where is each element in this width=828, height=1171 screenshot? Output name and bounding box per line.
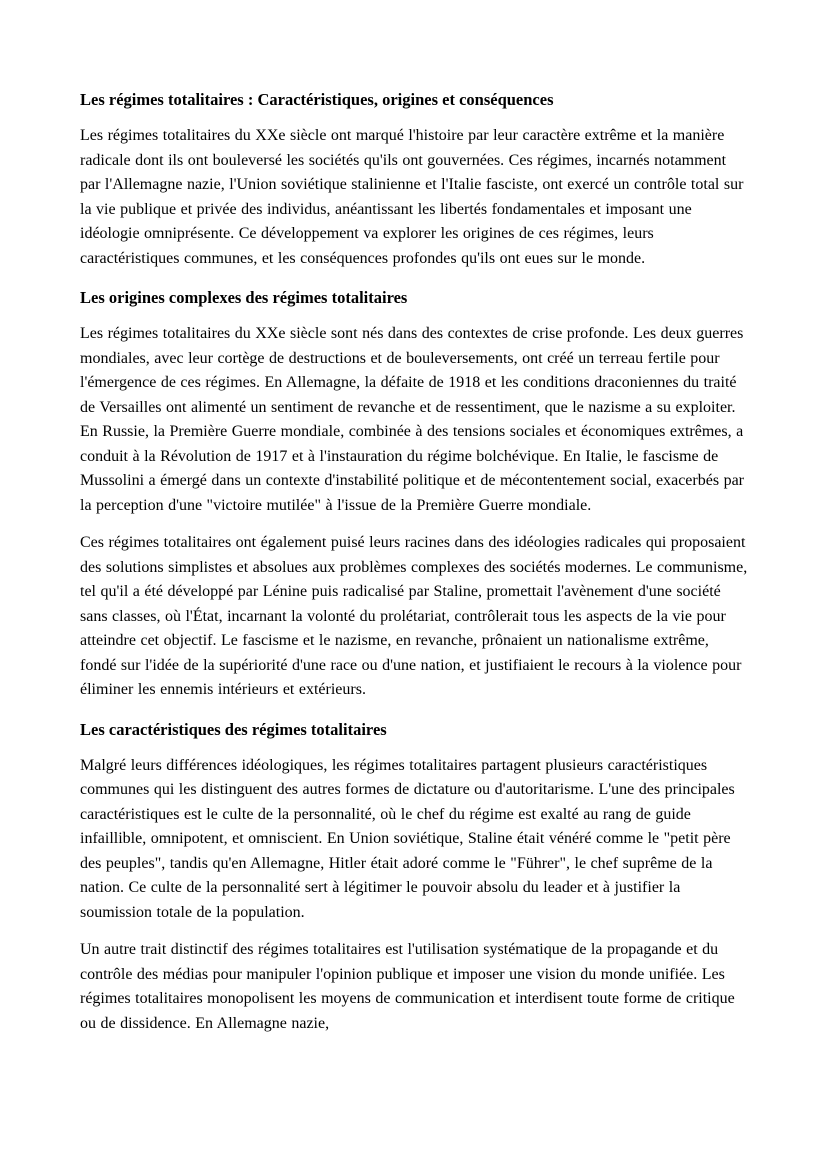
document-title: Les régimes totalitaires : Caractéristiques, origines et conséquences <box>80 90 554 109</box>
section-heading-origines: Les origines complexes des régimes totalitaires <box>80 288 408 307</box>
intro-paragraph: Les régimes totalitaires du XXe siècle ont marqué l'histoire par leur caractère extrême et la manière radicale dont ils ont bouleversé les sociétés qu'ils ont gouvernées. Ces régimes, incarnés notamment par l'Allemagne nazie, l'Union soviétique stalinienne et l'Italie fasciste, ont exercé un contrôle total sur la vie publique et privée des individus, anéantissant les libertés fondamentales et imposant une idéologie omniprésente. Ce développement va explorer les origines de ces régimes, leurs caractéristiques communes, et les conséquences profondes qu'ils ont eues sur le monde. <box>80 127 744 267</box>
origines-paragraph-1: Les régimes totalitaires du XXe siècle sont nés dans des contextes de crise profonde. Les deux guerres mondiales, avec leur cortège de destructions et de bouleversements, ont créé un terreau fertile pour l'émergence de ces régimes. En Allemagne, la défaite de 1918 et les conditions draconiennes du traité de Versailles ont alimenté un sentiment de revanche et de ressentiment, que le nazisme a su exploiter. En Russie, la Première Guerre mondiale, combinée à des tensions sociales et économiques extrêmes, a conduit à la Révolution de 1917 et à l'instauration du régime bolchévique. En Italie, le fascisme de Mussolini a émergé dans un contexte d'instabilité politique et de mécontentement social, exacerbés par la perception d'une "victoire mutilée" à l'issue de la Première Guerre mondiale. <box>80 325 744 514</box>
caracteristiques-paragraph-1: Malgré leurs différences idéologiques, les régimes totalitaires partagent plusieurs caractéristiques communes qui les distinguent des autres formes de dictature ou d'autoritarisme. L'une des principales caractéristiques est le culte de la personnalité, où le chef du régime est exalté au rang de guide infaillible, omnipotent, et omniscient. En Union soviétique, Staline était vénéré comme le "petit père des peuples", tandis qu'en Allemagne, Hitler était adoré comme le "Führer", le chef suprême de la nation. Ce culte de la personnalité sert à légitimer le pouvoir absolu du leader et à justifier la soumission totale de la population. <box>80 756 735 921</box>
section-heading-caracteristiques: Les caractéristiques des régimes totalitaires <box>80 719 387 739</box>
origines-paragraph-2: Ces régimes totalitaires ont également puisé leurs racines dans des idéologies radicales qui proposaient des solutions simplistes et absolues aux problèmes complexes des sociétés modernes. Le communisme, tel qu'il a été développé par Lénine puis radicalisé par Staline, promettait l'avènement d'une société sans classes, où l'État, incarnant la volonté du prolétariat, contrôlerait tous les aspects de la vie pour atteindre cet objectif. Le fascisme et le nazisme, en revanche, prônaient un nationalisme extrême, fondé sur l'idée de la supériorité d'une race ou d'une nation, et justifiaient le recours à la violence pour éliminer les ennemis intérieurs et extérieurs. <box>80 534 748 698</box>
caracteristiques-paragraph-2: Un autre trait distinctif des régimes totalitaires est l'utilisation systématique de la propagande et du contrôle des médias pour manipuler l'opinion publique et imposer une vision du monde unifiée. Les régimes totalitaires monopolisent les moyens de communication et interdisent toute forme de critique ou de dissidence. En Allemagne nazie, <box>80 941 735 1032</box>
